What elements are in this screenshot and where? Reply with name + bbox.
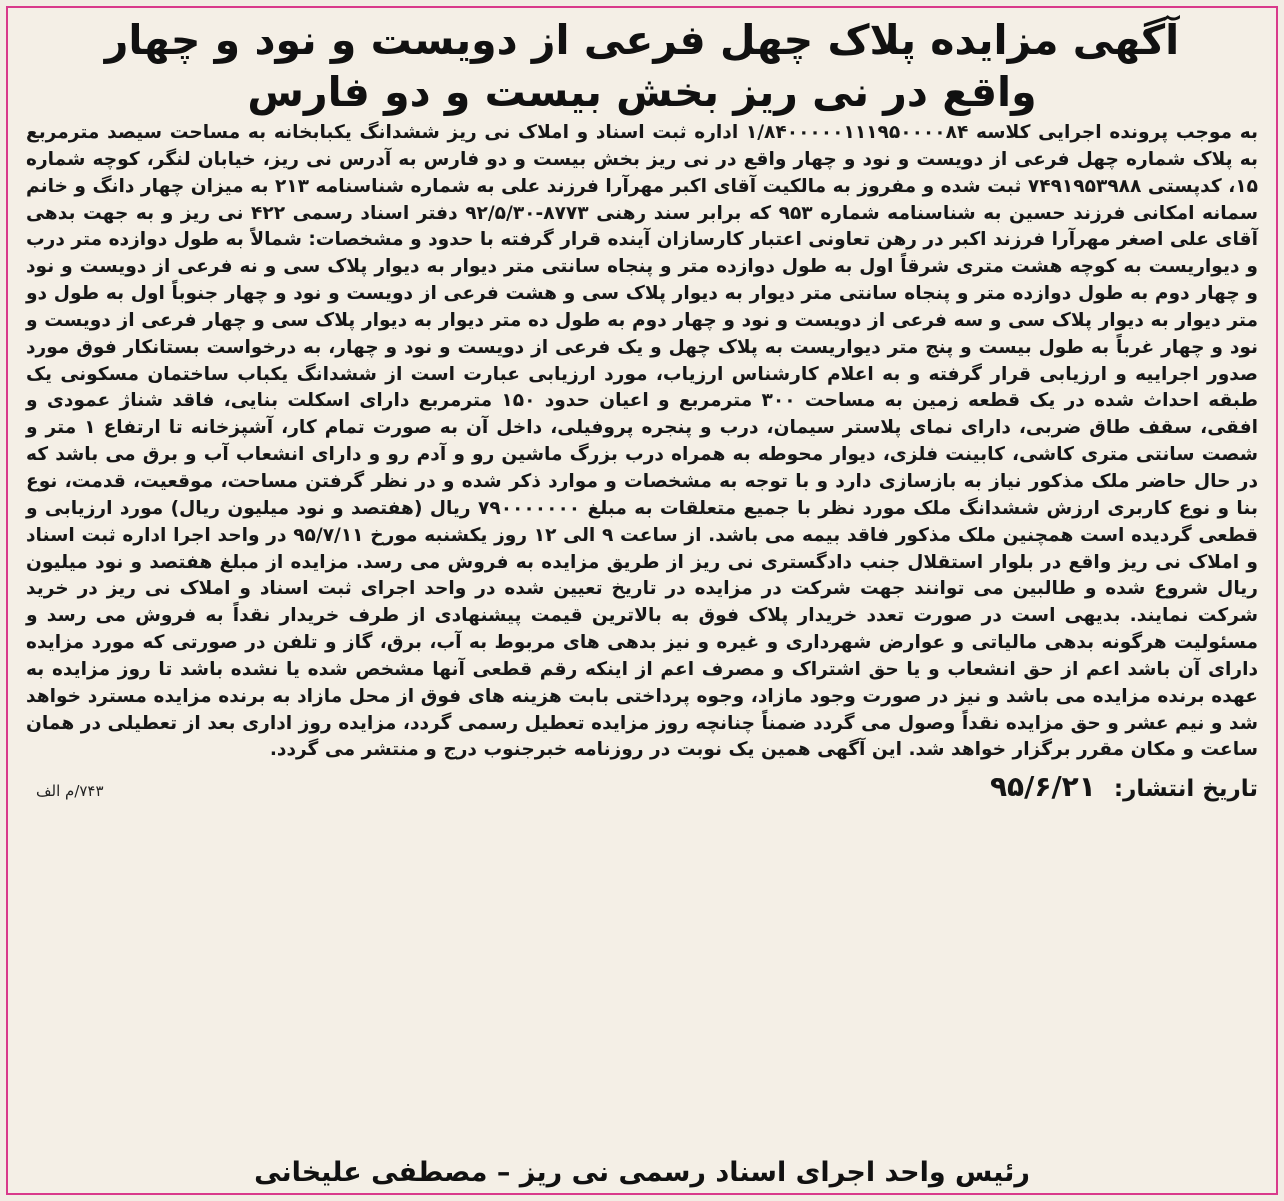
publication-row [26,770,1258,804]
notice-title [26,14,1258,118]
notice-title-line2: واقع در نی ریز بخش بیست و دو فارس [247,68,1037,116]
publication-date [990,770,1258,803]
reference-code: ۷۴۳/م الف [36,782,104,801]
notice-body: به موجب پرونده اجرایی کلاسه ۱/۸۴۰۰۰۰۰۱۱۱۹۵۰۰۰۰۸۴ اداره ثبت اسناد و املاک نی ریز ششدانگ یکبابخانه به مساحت سیصد مترمربع به پلاک شماره چهل فرعی از دویست و نود و چهار واقع در نی ریز بخش بیست و دو فارس به آدرس نی ریز، خیابان لنگر، کوچه شماره ۱۵، کدپستی ۷۴۹۱۹۵۳۹۸۸ ثبت شده و مفروز به مالکیت آقای اکبر مهرآرا فرزند علی به شماره شناسنامه ۲۱۳ به میزان چهار دانگ و خانم سمانه امکانی فرزند حسین به شناسنامه شماره ۹۵۳ که برابر سند رهنی ۸۷۷۳-۹۲/۵/۳۰ دفتر اسناد رسمی ۴۲۲ نی ریز و به جهت بدهی آقای علی اصغر مهرآرا فرزند اکبر در رهن تعاونی اعتبار کارسازان آینده قرار گرفته با حدود و مشخصات: شمالاً به طول دوازده متر درب و دیواریست به کوچه هشت متری شرقاً اول به طول دوازده متر و پنجاه سانتی متر دیوار به دیوار پلاک سی و نه فرعی از دویست و نود و چهار دوم به طول دوازده متر و پنجاه سانتی متر دیوار به دیوار پلاک سی و هشت فرعی از دویست و نود و چهار جنوباً اول به طول دو متر دیوار به دیوار پلاک سی و سه فرعی از دویست و نود و چهار دوم به طول ده متر دیوار به دیوار پلاک سی و چهار فرعی از دویست و نود و چهار غرباً به طول بیست و پنج متر دیواریست به پلاک چهل و یک فرعی از دویست و نود و چهار، به درخواست بستانکار فوق مورد صدور اجراییه و ارزیابی قرار گرفته و به اعلام کارشناس ارزیاب، مورد ارزیابی عبارت است از ششدانگ یکباب ساختمان مسکونی یک طبقه احداث شده در یک قطعه زمین به مساحت ۳۰۰ مترمربع و اعیان حدود ۱۵۰ مترمربع دارای اسکلت بنایی، فاقد شناژ عمودی و افقی، سقف طاق ضربی، دارای نمای پلاستر سیمان، درب و پنجره پروفیلی، داخل آن به صورت تمام کار، آشپزخانه تا ارتفاع ۱ متر و شصت سانتی متری کاشی، کابینت فلزی، دیوار محوطه به همراه درب بزرگ ماشین رو و آدم رو و دارای انشعاب آب و برق می باشد که در حال حاضر ملک مذکور نیاز به بازسازی دارد و با توجه به مشخصات و موارد ذکر شده و در نظر گرفتن مساحت، موقعیت، قدمت، نوع بنا و نوع کاربری ارزش ششدانگ ملک مورد نظر با جمیع متعلقات به مبلغ ۷۹۰۰۰۰۰۰۰ ریال (هفتصد و نود میلیون ریال) مورد ارزیابی و قطعی گردیده است همچنین ملک مذکور فاقد بیمه می باشد. از ساعت ۹ الی ۱۲ روز یکشنبه مورخ ۹۵/۷/۱۱ در واحد اجرا اداره ثبت اسناد و املاک نی ریز واقع در بلوار استقلال جنب دادگستری نی ریز از طریق مزایده به فروش می رسد. مزایده از مبلغ هفتصد و نود میلیون ریال شروع شده و طالبین می توانند جهت شرکت در مزایده در تاریخ تعیین شده در واحد اجرای ثبت اسناد و املاک نی ریز در خرید شرکت نمایند. بدیهی است در صورت تعدد خریدار پلاک فوق به بالاترین قیمت پیشنهادی از طرف خریدار نقداً به فروش می رسد و مسئولیت هرگونه بدهی مالیاتی و عوارض شهرداری و غیره و نیز بدهی های مربوط به آب، برق، گاز و تلفن در صورتی که مورد مزایده دارای آن باشد اعم از حق انشعاب و یا حق اشتراک و مصرف اعم از اینکه رقم قطعی آنها مشخص شده یا نشده باشد تا روز مزایده به عهده برنده مزایده می باشد و نیز در صورت وجود مازاد، وجوه پرداختی بابت هزینه های فوق از محل مازاد به برنده مزایده مسترد خواهد شد و نیم عشر و حق مزایده نقداً وصول می گردد ضمناً چنانچه روز مزایده تعطیل رسمی گردد، مزایده روز اداری بعد از تعطیلی در همان ساعت و مکان مقرر برگزار خواهد شد. این آگهی همین یک نوبت در روزنامه خبرجنوب درج و منتشر می گردد. [26,122,1259,761]
publication-date-label: تاریخ انتشار: [1113,776,1258,803]
notice-title-line1: آگهی مزایده پلاک چهل فرعی از دویست و نود و چهار [104,16,1180,64]
auction-notice [6,6,1278,1195]
publication-date-value: ۹۵/۶/۲۱ [989,770,1096,804]
signature-line: رئیس واحد اجرای اسناد رسمی نی ریز – مصطفی علیخانی [254,1157,1030,1188]
